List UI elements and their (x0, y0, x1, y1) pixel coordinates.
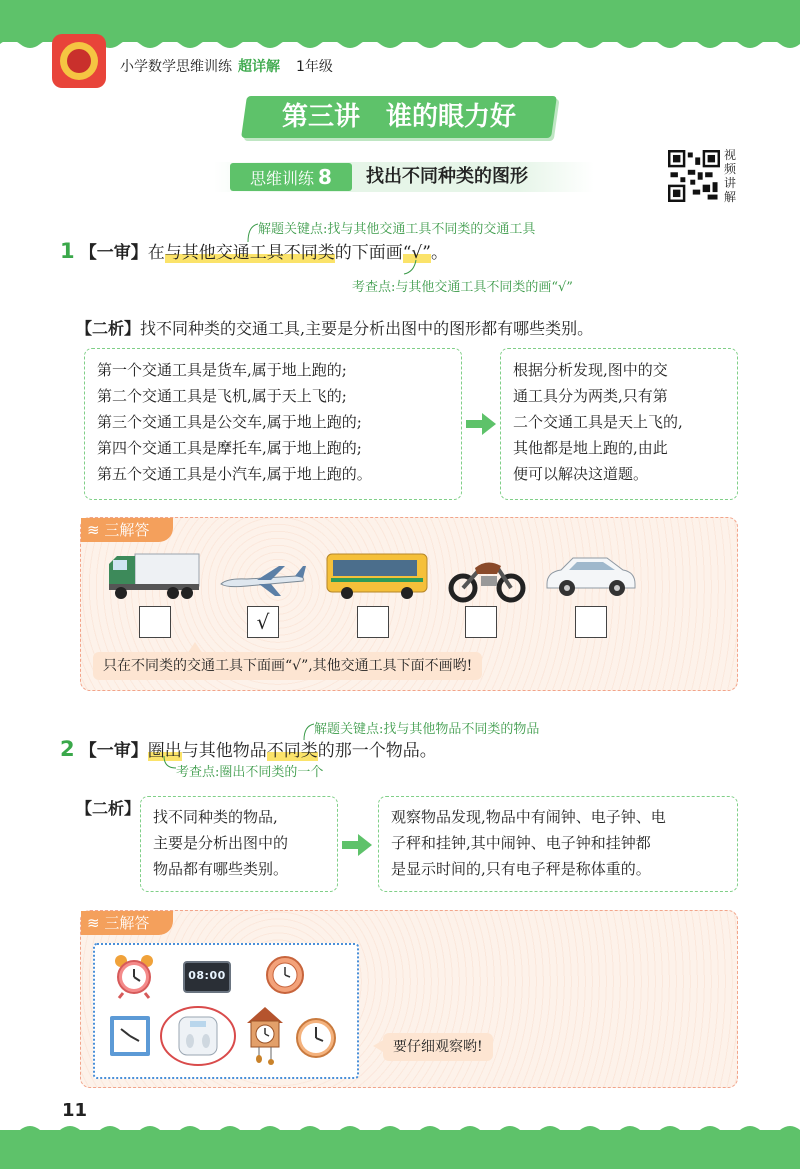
q1-conclusion-line-3: 二个交通工具是天上飞的, (513, 413, 683, 431)
bottom-band (0, 1130, 800, 1169)
q2-analysis-box (140, 796, 338, 892)
airplane-icon (217, 562, 307, 598)
q2-line: 2 【一审】圈出与其他物品不同类的那一个物品。 (60, 737, 437, 761)
training-number: 8 (318, 165, 332, 189)
truck-icon (107, 548, 201, 602)
q2-xi-label: 【二析】 (76, 799, 141, 818)
q2-answer-tag: ≋ 三解答 (81, 911, 173, 935)
q1-analysis-line-3: 第三个交通工具是公交车,属于地上跑的; (97, 413, 362, 431)
bus-icon (325, 550, 429, 602)
q1-number: 1 (60, 239, 75, 263)
top-band (0, 0, 800, 42)
q1-line: 1 【一审】在与其他交通工具不同类的下面画“√”。 (60, 239, 448, 263)
qr-code-icon[interactable] (668, 150, 720, 202)
q2-tip: 要仔细观察哟! (383, 1033, 493, 1061)
round-wall-clock-icon[interactable] (295, 1017, 337, 1059)
checkbox-truck[interactable] (139, 606, 171, 638)
motorcycle-icon (447, 548, 527, 604)
book-header (120, 56, 333, 76)
q1-highlight: 与其他交通工具不同类 (164, 243, 335, 263)
q2-key-note: 解题关键点:找与其他物品不同类的物品 (314, 722, 540, 737)
edition-name: 超详解 (238, 59, 280, 75)
top-wave-decoration (0, 38, 800, 52)
cuckoo-clock-icon[interactable] (245, 1005, 285, 1065)
q2-number: 2 (60, 737, 75, 761)
q1-conclusion-box (500, 348, 738, 500)
q2-analysis-line-2: 主要是分析出图中的 (153, 834, 289, 852)
q1-xi-label: 【二析】 (76, 319, 141, 338)
wave-icon: ≋ (87, 914, 100, 932)
digital-clock-display: 08:00 (188, 969, 226, 982)
square-clock-icon[interactable] (109, 1015, 151, 1057)
series-name: 小学数学思维训练 (120, 59, 232, 75)
q1-analysis-box (84, 348, 462, 500)
checkbox-car[interactable] (575, 606, 607, 638)
video-explain-label: 视频讲解 (724, 148, 737, 204)
q1-answer-tag: ≋ 三解答 (81, 518, 173, 542)
q1-exam-note: 考查点:与其他交通工具不同类的画“√” (352, 280, 573, 295)
wall-clock-ornate-icon[interactable] (265, 955, 305, 995)
q1-analysis-line-2: 第二个交通工具是飞机,属于天上飞的; (97, 387, 347, 405)
q2-exam-note: 考查点:圈出不同类的一个 (176, 765, 324, 780)
arrow-right-icon (342, 834, 372, 856)
alarm-clock-icon[interactable] (113, 953, 155, 999)
q2-conclusion-line-3: 是显示时间的,只有电子秤是称体重的。 (391, 860, 651, 878)
q2-answer-panel (80, 910, 738, 1088)
arrow-right-icon (466, 413, 496, 435)
q2-shen-label: 【一审】 (79, 741, 148, 761)
q1-exam-note-connector (400, 258, 420, 278)
q2-conclusion-box (378, 796, 738, 892)
q2-analysis-line-3: 物品都有哪些类别。 (153, 860, 289, 878)
checkbox-airplane[interactable]: √ (247, 606, 279, 638)
grade-label: 1年级 (296, 59, 333, 75)
q1-analysis-line (76, 316, 593, 339)
wave-icon: ≋ (87, 521, 100, 539)
training-title: 找出不同种类的图形 (366, 166, 528, 187)
q1-analysis-line-4: 第四个交通工具是摩托车,属于地上跑的; (97, 439, 362, 457)
q2-analysis-line-1: 找不同种类的物品, (153, 808, 278, 826)
q1-shen-label: 【一审】 (79, 243, 148, 263)
q1-conclusion-line-2: 通工具分为两类,只有第 (513, 387, 668, 405)
q1-xi-text: 找不同种类的交通工具,主要是分析出图中的图形都有哪些类别。 (140, 319, 594, 338)
q1-answer-panel (80, 517, 738, 691)
digital-clock-icon[interactable] (183, 961, 231, 993)
q2-conclusion-line-2: 子秤和挂钟,其中闹钟、电子钟和挂钟都 (391, 834, 651, 852)
training-label: 思维训练 8 (230, 163, 352, 191)
q2-conclusion-line-1: 观察物品发现,物品中有闹钟、电子钟、电 (391, 808, 666, 826)
q1-analysis-line-5: 第五个交通工具是小汽车,属于地上跑的。 (97, 465, 372, 483)
checkbox-motorcycle[interactable] (465, 606, 497, 638)
q1-conclusion-line-5: 便可以解决这道题。 (513, 465, 649, 483)
q1-tip: 只在不同类的交通工具下面画“√”,其他交通工具下面不画哟! (93, 652, 482, 680)
q1-conclusion-line-4: 其他都是地上跑的,由此 (513, 439, 668, 457)
bathroom-scale-icon[interactable] (159, 1005, 237, 1067)
q1-analysis-line-1: 第一个交通工具是货车,属于地上跑的; (97, 361, 347, 379)
checkbox-bus[interactable] (357, 606, 389, 638)
brand-logo (52, 34, 106, 88)
car-icon (543, 548, 639, 602)
page-number: 11 (62, 1100, 88, 1121)
q1-conclusion-line-1: 根据分析发现,图中的交 (513, 361, 668, 379)
q1-key-note: 解题关键点:找与其他交通工具不同类的交通工具 (258, 222, 536, 237)
lecture-title: 第三讲 谁的眼力好 (241, 96, 557, 138)
